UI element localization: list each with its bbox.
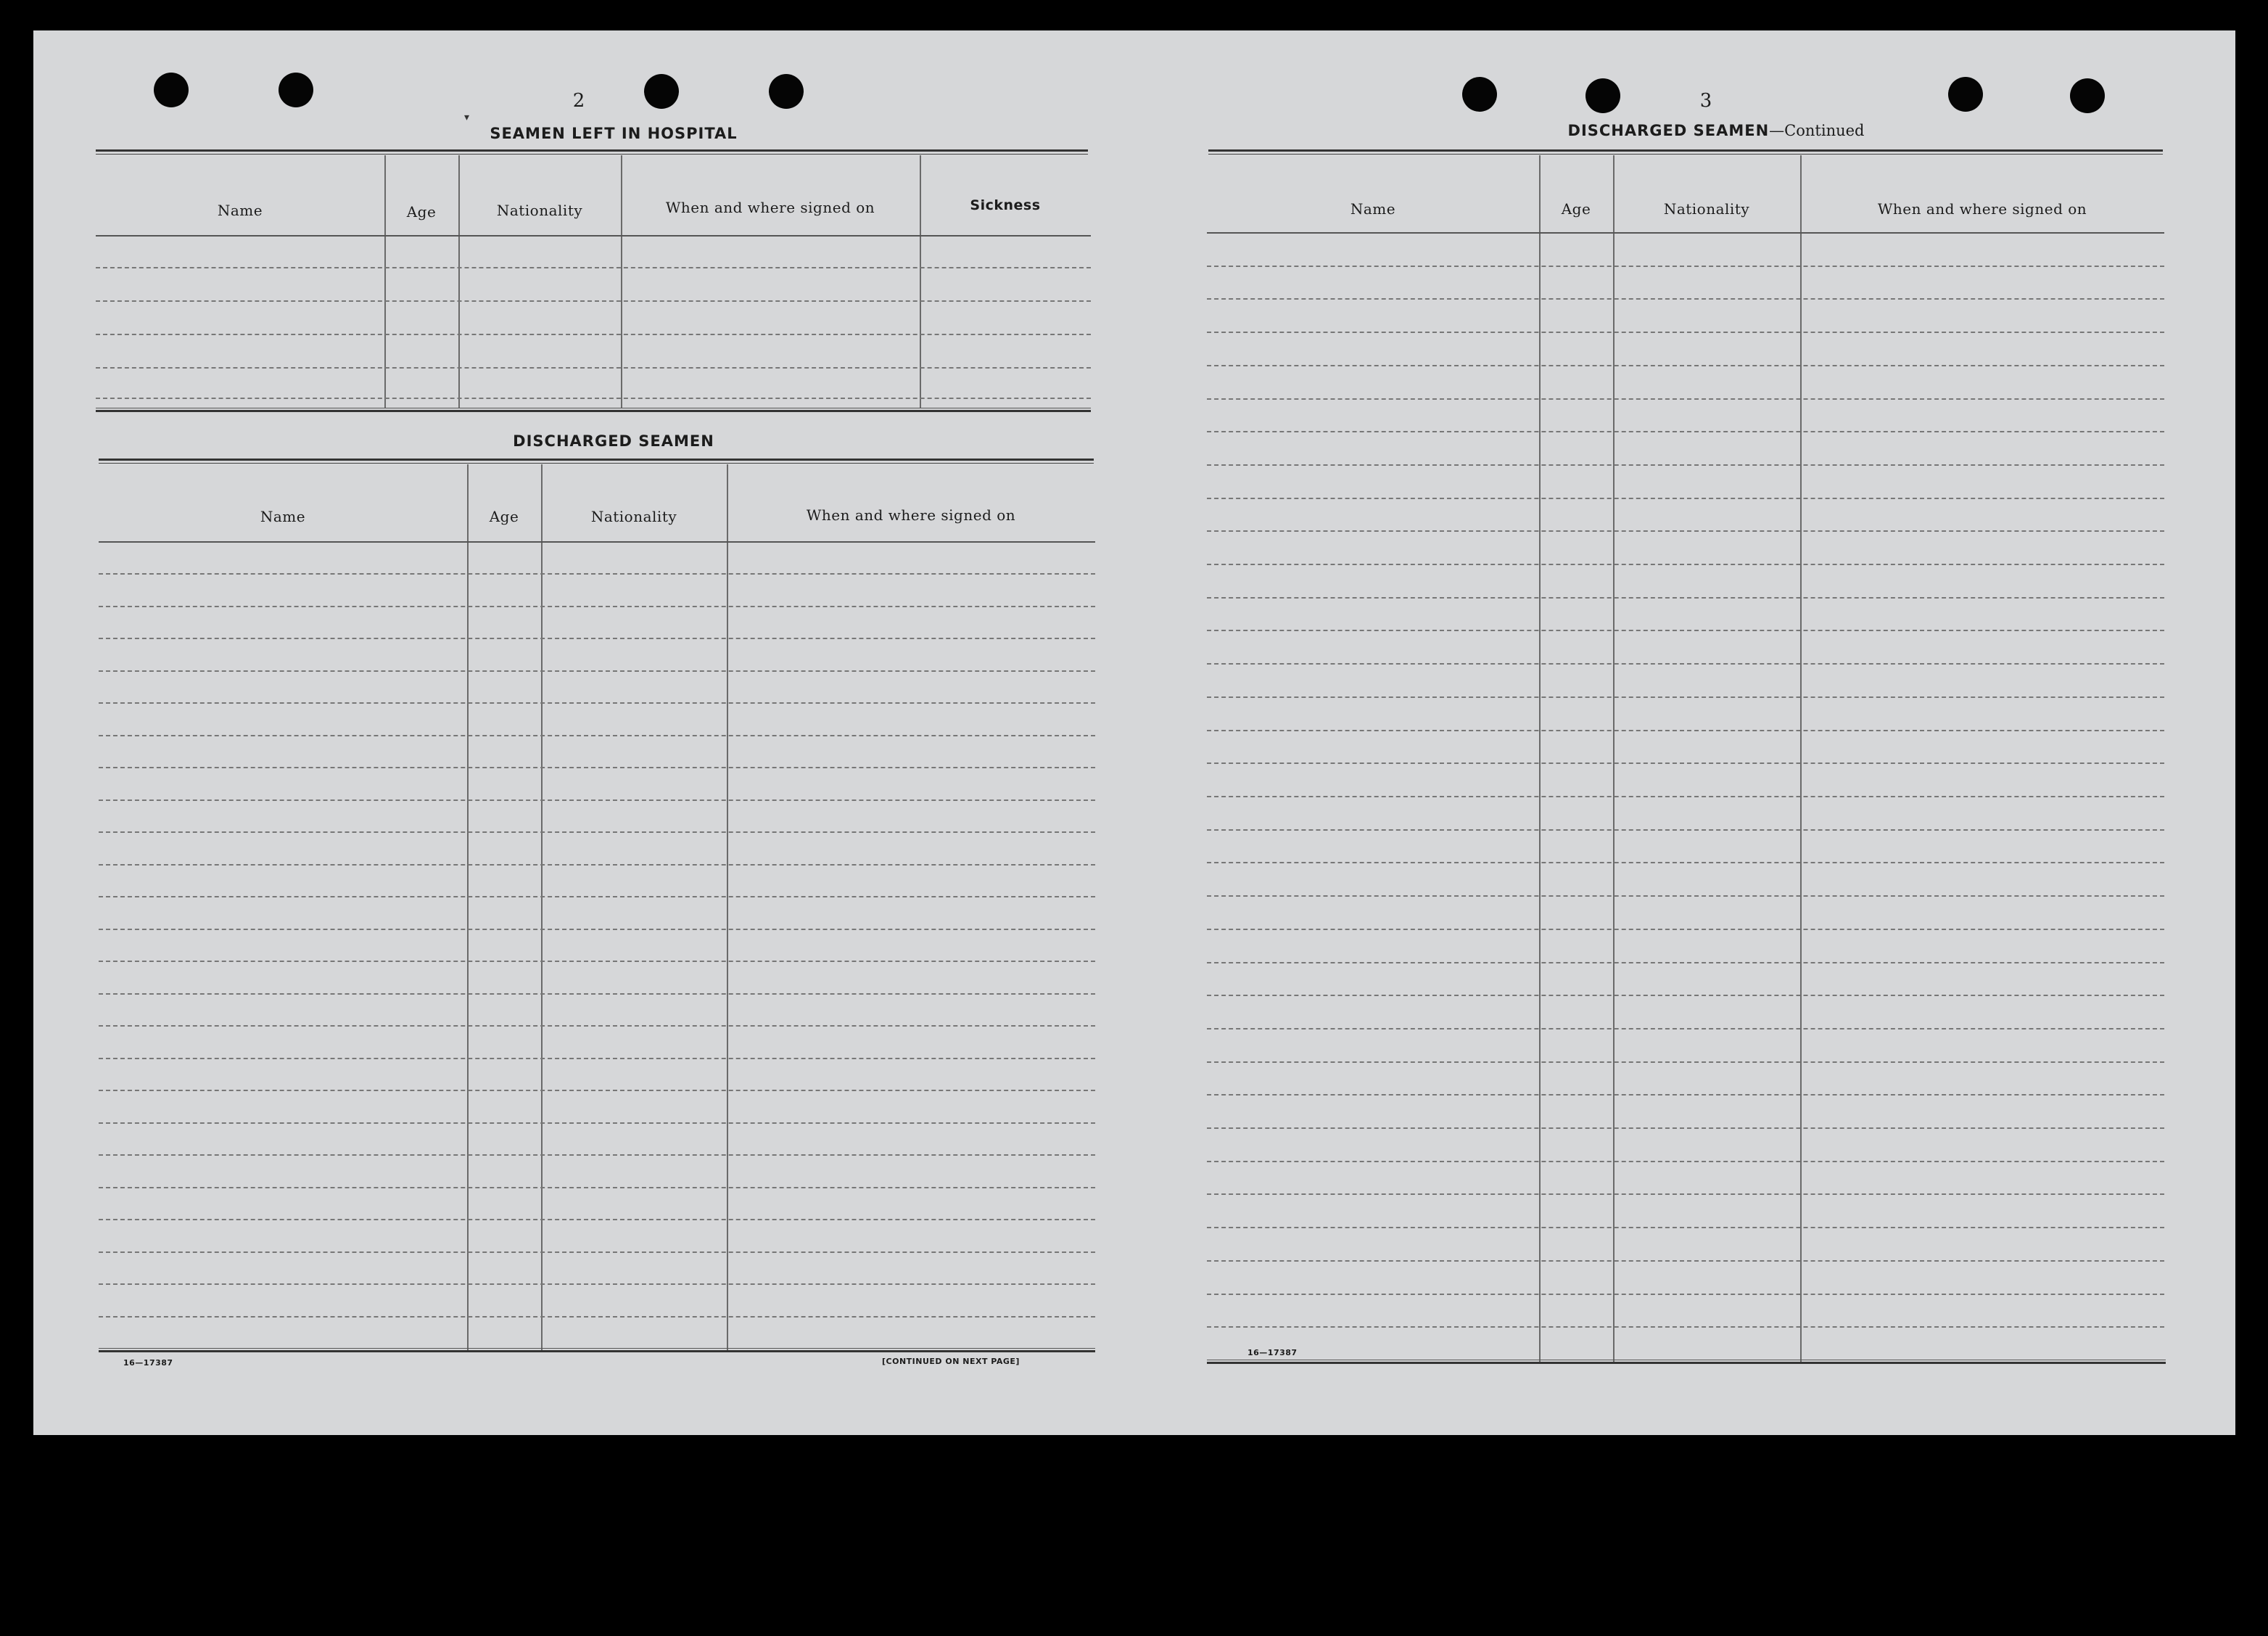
- table-row: [1207, 431, 2164, 432]
- table-row: [1207, 630, 2164, 631]
- table-row: [99, 1154, 1095, 1156]
- table-row: [1207, 1127, 2164, 1129]
- title-text: DISCHARGED SEAMEN: [1567, 122, 1770, 139]
- continued-note: [CONTINUED ON NEXT PAGE]: [882, 1357, 1020, 1366]
- table-row: [99, 1090, 1095, 1091]
- form-number: 16—17387: [123, 1358, 173, 1368]
- table-row: [99, 831, 1095, 833]
- table-row: [1207, 464, 2164, 466]
- table-row: [99, 1219, 1095, 1220]
- table-row: [99, 1251, 1095, 1253]
- table-row: [99, 993, 1095, 995]
- column-divider: [1539, 155, 1541, 1362]
- table-row: [1207, 1028, 2164, 1029]
- column-divider: [384, 155, 386, 408]
- table-row: [1207, 962, 2164, 963]
- table-row: [99, 670, 1095, 672]
- table-row: [1207, 730, 2164, 731]
- table-row: [99, 573, 1095, 575]
- table-row: [99, 1283, 1095, 1285]
- page-number: 3: [1699, 90, 1712, 112]
- column-header-nationality: Nationality: [590, 508, 677, 525]
- hospital-table: [96, 155, 1091, 408]
- header-underline: [96, 235, 1091, 237]
- table-row: [99, 799, 1095, 801]
- table-row: [1207, 298, 2164, 300]
- table-row: [1207, 1161, 2164, 1162]
- table-row: [1207, 829, 2164, 831]
- table-row: [1207, 995, 2164, 996]
- column-divider: [920, 155, 921, 408]
- column-header-when-where: When and where signed on: [1877, 200, 2087, 218]
- table-row: [99, 1187, 1095, 1188]
- table-row: [1207, 929, 2164, 930]
- table-row: [99, 1025, 1095, 1027]
- table-row: [1207, 1260, 2164, 1262]
- column-divider: [541, 464, 543, 1351]
- table-row: [1207, 564, 2164, 565]
- column-header-age: Age: [489, 508, 519, 525]
- column-header-sickness: Sickness: [970, 197, 1041, 213]
- column-divider: [458, 155, 460, 408]
- table-row: [99, 702, 1095, 704]
- table-row: [99, 1058, 1095, 1059]
- column-header-age: Age: [406, 203, 437, 221]
- discharged-top-rule: [99, 459, 1094, 464]
- discharged-table: [99, 464, 1095, 1351]
- table-row: [99, 606, 1095, 607]
- discharged-top-rule: [1208, 149, 2163, 155]
- table-row: [99, 735, 1095, 736]
- table-row: [99, 864, 1095, 866]
- discharged-continued-title: [1513, 122, 1919, 139]
- table-row: [99, 1122, 1095, 1124]
- column-divider: [621, 155, 622, 408]
- hospital-section-title: SEAMEN LEFT IN HOSPITAL: [490, 125, 738, 142]
- table-row: [1207, 365, 2164, 366]
- table-row: [1207, 762, 2164, 764]
- column-divider: [467, 464, 469, 1351]
- table-row: [1207, 1061, 2164, 1063]
- table-row: [99, 896, 1095, 897]
- column-divider: [1800, 155, 1802, 1362]
- discharged-bottom-rule: [1207, 1360, 2166, 1364]
- column-header-nationality: Nationality: [1663, 200, 1750, 218]
- column-header-name: Name: [260, 508, 306, 525]
- ink-mark: ▾: [464, 112, 470, 123]
- table-row: [1207, 1326, 2164, 1328]
- column-divider: [1613, 155, 1615, 1362]
- discharged-table: [1207, 155, 2164, 1362]
- table-row: [1207, 862, 2164, 863]
- table-row: [1207, 696, 2164, 698]
- table-row: [96, 267, 1091, 268]
- column-divider: [727, 464, 728, 1351]
- table-row: [1207, 332, 2164, 333]
- hospital-bottom-rule: [96, 408, 1091, 412]
- column-header-name: Name: [217, 202, 263, 219]
- table-row: [96, 367, 1091, 369]
- right-page: [1136, 30, 2235, 1435]
- table-row: [99, 638, 1095, 639]
- discharged-section-title: DISCHARGED SEAMEN: [513, 432, 714, 450]
- table-row: [1207, 398, 2164, 400]
- table-row: [96, 300, 1091, 302]
- title-suffix: —Continued: [1769, 122, 1865, 139]
- page-number: 2: [572, 90, 585, 112]
- table-row: [96, 334, 1091, 335]
- column-header-name: Name: [1350, 200, 1396, 218]
- column-header-nationality: Nationality: [496, 202, 583, 219]
- table-row: [1207, 1294, 2164, 1295]
- header-underline: [99, 541, 1095, 543]
- table-row: [1207, 1094, 2164, 1096]
- table-row: [1207, 895, 2164, 897]
- table-row: [1207, 1193, 2164, 1195]
- table-row: [99, 1316, 1095, 1318]
- hospital-top-rule: [96, 149, 1088, 155]
- table-row: [1207, 498, 2164, 499]
- header-underline: [1207, 232, 2164, 234]
- column-header-when-where: When and where signed on: [806, 506, 1016, 524]
- table-row: [1207, 530, 2164, 532]
- table-row: [1207, 1227, 2164, 1228]
- form-sheet: [33, 30, 2235, 1435]
- table-row: [1207, 266, 2164, 267]
- table-row: [96, 398, 1091, 399]
- table-row: [1207, 663, 2164, 665]
- table-row: [1207, 597, 2164, 599]
- column-header-when-where: When and where signed on: [665, 199, 875, 216]
- left-page: [33, 30, 1136, 1435]
- discharged-bottom-rule: [99, 1348, 1095, 1352]
- table-row: [99, 767, 1095, 768]
- table-row: [99, 961, 1095, 962]
- form-number: 16—17387: [1248, 1348, 1298, 1357]
- column-header-age: Age: [1561, 200, 1591, 218]
- table-row: [1207, 796, 2164, 797]
- table-row: [99, 929, 1095, 930]
